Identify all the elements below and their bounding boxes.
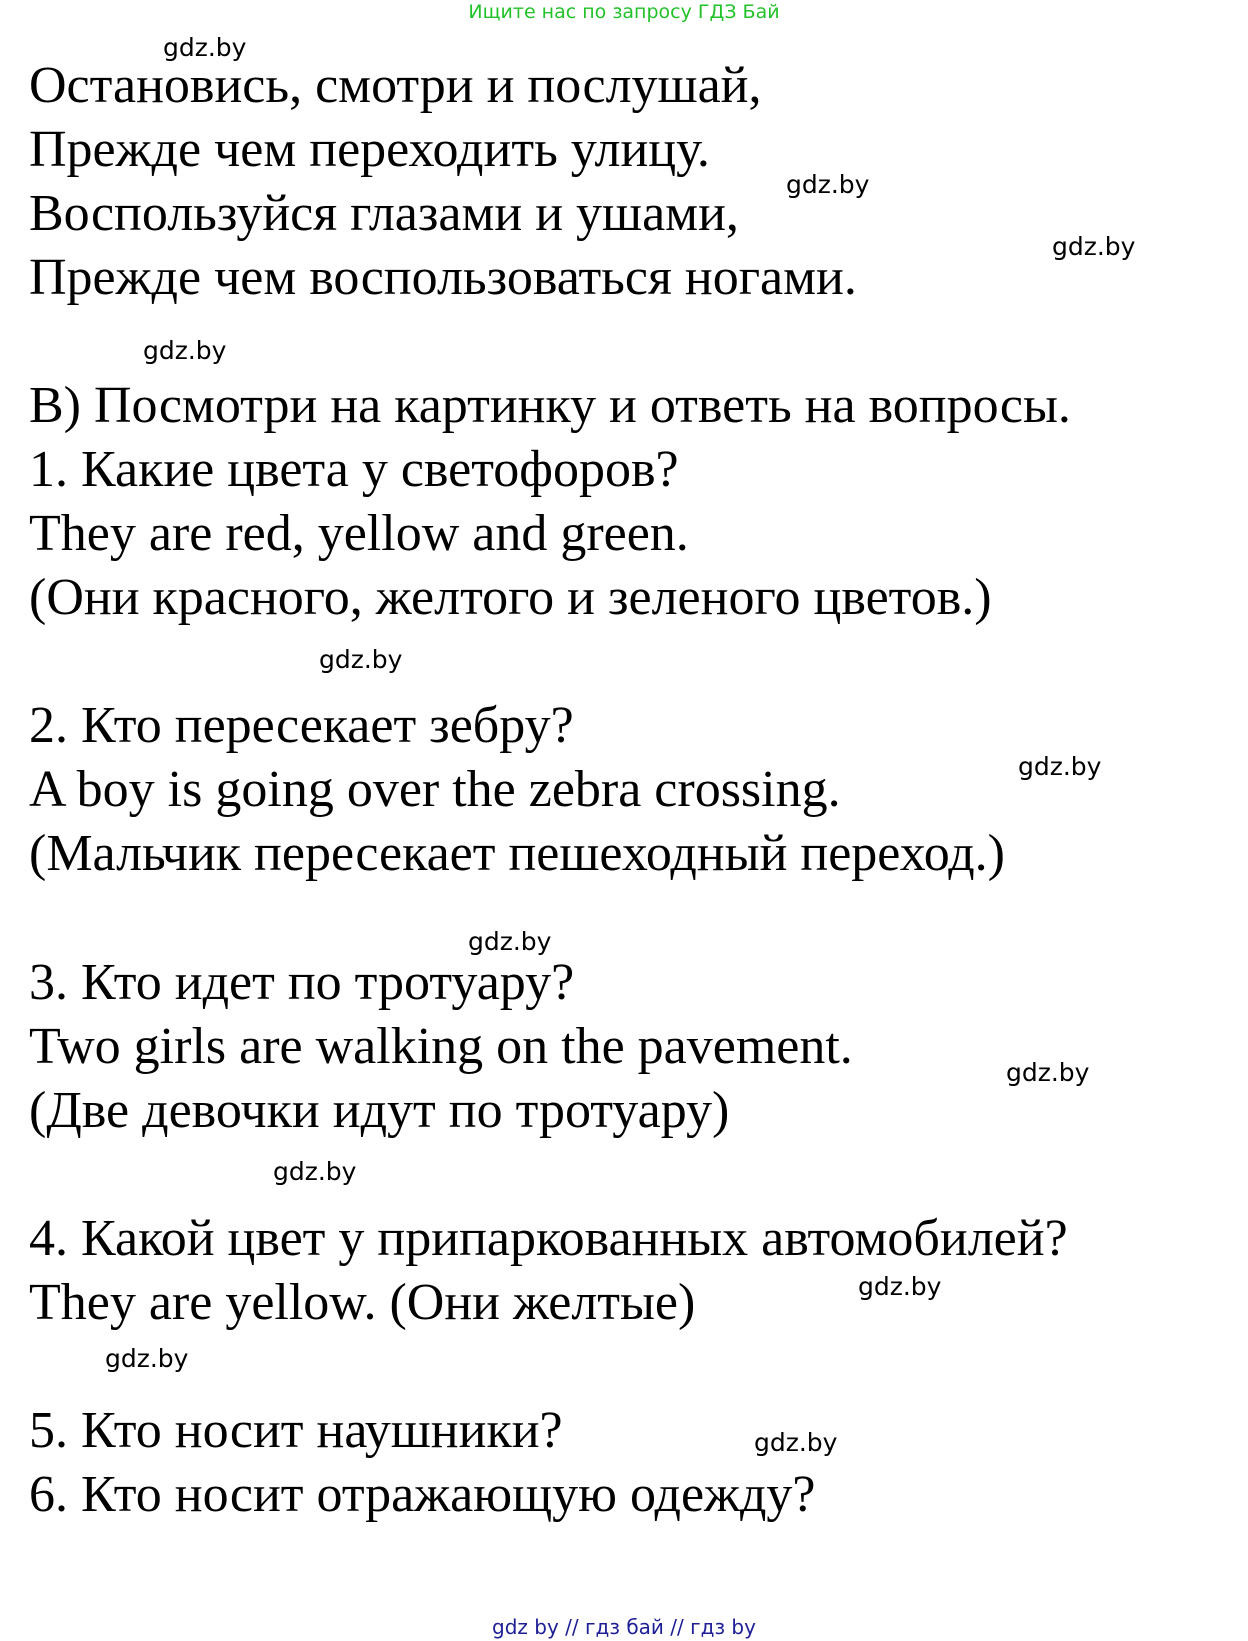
watermark: gdz.by — [105, 1344, 189, 1373]
section-heading: B) Посмотри на картинку и ответь на вопросы. — [29, 377, 1071, 434]
watermark: gdz.by — [1052, 232, 1136, 261]
watermark: gdz.by — [1006, 1058, 1090, 1087]
translation-1: (Они красного, желтого и зеленого цветов.) — [29, 569, 992, 626]
translation-2: (Мальчик пересекает пешеходный переход.) — [29, 825, 1005, 882]
question-3: 3. Кто идет по тротуару? — [29, 954, 575, 1011]
watermark: gdz.by — [858, 1272, 942, 1301]
top-banner[interactable]: Ищите нас по запросу ГДЗ Бай — [468, 1, 780, 23]
question-2: 2. Кто пересекает зебру? — [29, 697, 574, 754]
poem-line-4: Прежде чем воспользоваться ногами. — [29, 249, 857, 306]
question-5: 5. Кто носит наушники? — [29, 1402, 563, 1459]
answer-4: They are yellow. (Они желтые) — [29, 1274, 696, 1331]
question-1: 1. Какие цвета у светофоров? — [29, 441, 679, 498]
answer-2: A boy is going over the zebra crossing. — [29, 761, 841, 818]
answer-3: Two girls are walking on the pavement. — [29, 1018, 853, 1075]
footer-links[interactable]: gdz by // гдз бай // гдз by — [492, 1615, 756, 1639]
watermark: gdz.by — [273, 1157, 357, 1186]
watermark: gdz.by — [754, 1428, 838, 1457]
question-4: 4. Какой цвет у припаркованных автомобилей? — [29, 1210, 1068, 1267]
translation-3: (Две девочки идут по тротуару) — [29, 1082, 730, 1139]
poem-line-3: Воспользуйся глазами и ушами, — [29, 185, 739, 242]
watermark: gdz.by — [1018, 752, 1102, 781]
watermark: gdz.by — [163, 33, 247, 62]
watermark: gdz.by — [468, 927, 552, 956]
watermark: gdz.by — [319, 645, 403, 674]
answer-1: They are red, yellow and green. — [29, 505, 689, 562]
poem-line-2: Прежде чем переходить улицу. — [29, 121, 710, 178]
poem-line-1: Остановись, смотри и послушай, — [29, 57, 762, 114]
watermark: gdz.by — [143, 336, 227, 365]
question-6: 6. Кто носит отражающую одежду? — [29, 1466, 816, 1523]
watermark: gdz.by — [786, 170, 870, 199]
